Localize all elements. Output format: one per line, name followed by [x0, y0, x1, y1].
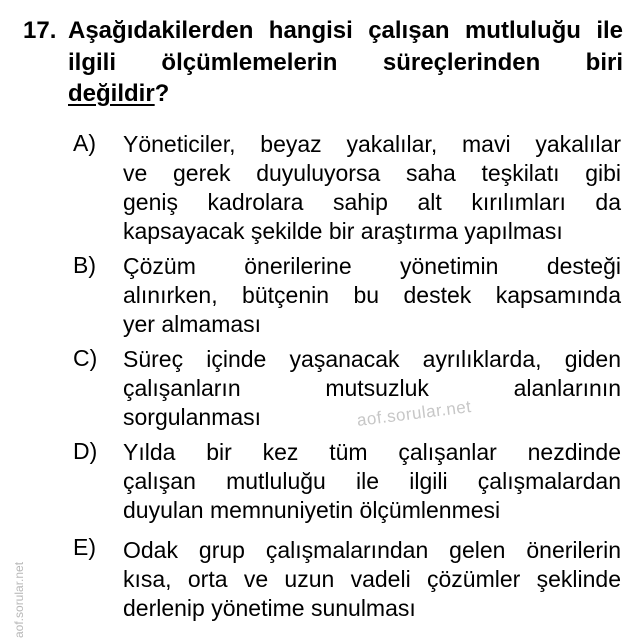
- option-c-label: C): [73, 345, 98, 371]
- question-number: 17.: [23, 17, 57, 44]
- option-b-line: yer almaması: [123, 311, 262, 337]
- watermark-side: aof.sorular.net: [12, 561, 26, 638]
- negation-word: değildir: [68, 80, 155, 107]
- option-a-line: ve gerek duyuluyorsa saha teşkilatı gibi: [123, 160, 621, 186]
- question-line: ilgili ölçümlemelerin süreçlerinden biri: [68, 49, 623, 76]
- option-d-line: duyulan memnuniyetin ölçümlenmesi: [123, 497, 501, 523]
- question-mark: ?: [154, 80, 170, 107]
- watermark-center: aof.sorular.net: [355, 397, 473, 430]
- option-c-line: sorgulanması: [123, 404, 262, 430]
- option-d-line: Yılda bir kez tüm çalışanlar nezdinde: [123, 439, 621, 465]
- option-b-label: B): [73, 252, 96, 278]
- option-d-line: çalışan mutluluğu ile ilgili çalışmalardan: [123, 468, 621, 494]
- option-e-line: kısa, orta ve uzun vadeli çözümler şeklinde: [123, 566, 621, 592]
- option-a-line: geniş kadrolara sahip alt kırılımları da: [123, 189, 621, 215]
- option-e-line: derlenip yönetime sunulması: [123, 595, 416, 621]
- question-line: Aşağıdakilerden hangisi çalışan mutluluğu ile: [68, 17, 623, 44]
- option-b-line: alınırken, bütçenin bu destek kapsamında: [123, 282, 621, 308]
- option-b-line: Çözüm önerilerine yönetimin desteği: [123, 253, 621, 279]
- option-a-line: Yöneticiler, beyaz yakalılar, mavi yakalılar: [123, 131, 621, 157]
- option-d-label: D): [73, 438, 98, 464]
- option-e-label: E): [73, 534, 96, 560]
- option-c-line: Süreç içinde yaşanacak ayrılıklarda, giden: [123, 346, 621, 372]
- option-c-line: çalışanların mutsuzluk alanlarının: [123, 375, 621, 401]
- option-a-line: kapsayacak şekilde bir araştırma yapılması: [123, 218, 563, 244]
- option-a-label: A): [73, 130, 96, 156]
- question-line-last: [68, 79, 623, 109]
- option-e-line: Odak grup çalışmalarından gelen önerilerin: [123, 537, 621, 563]
